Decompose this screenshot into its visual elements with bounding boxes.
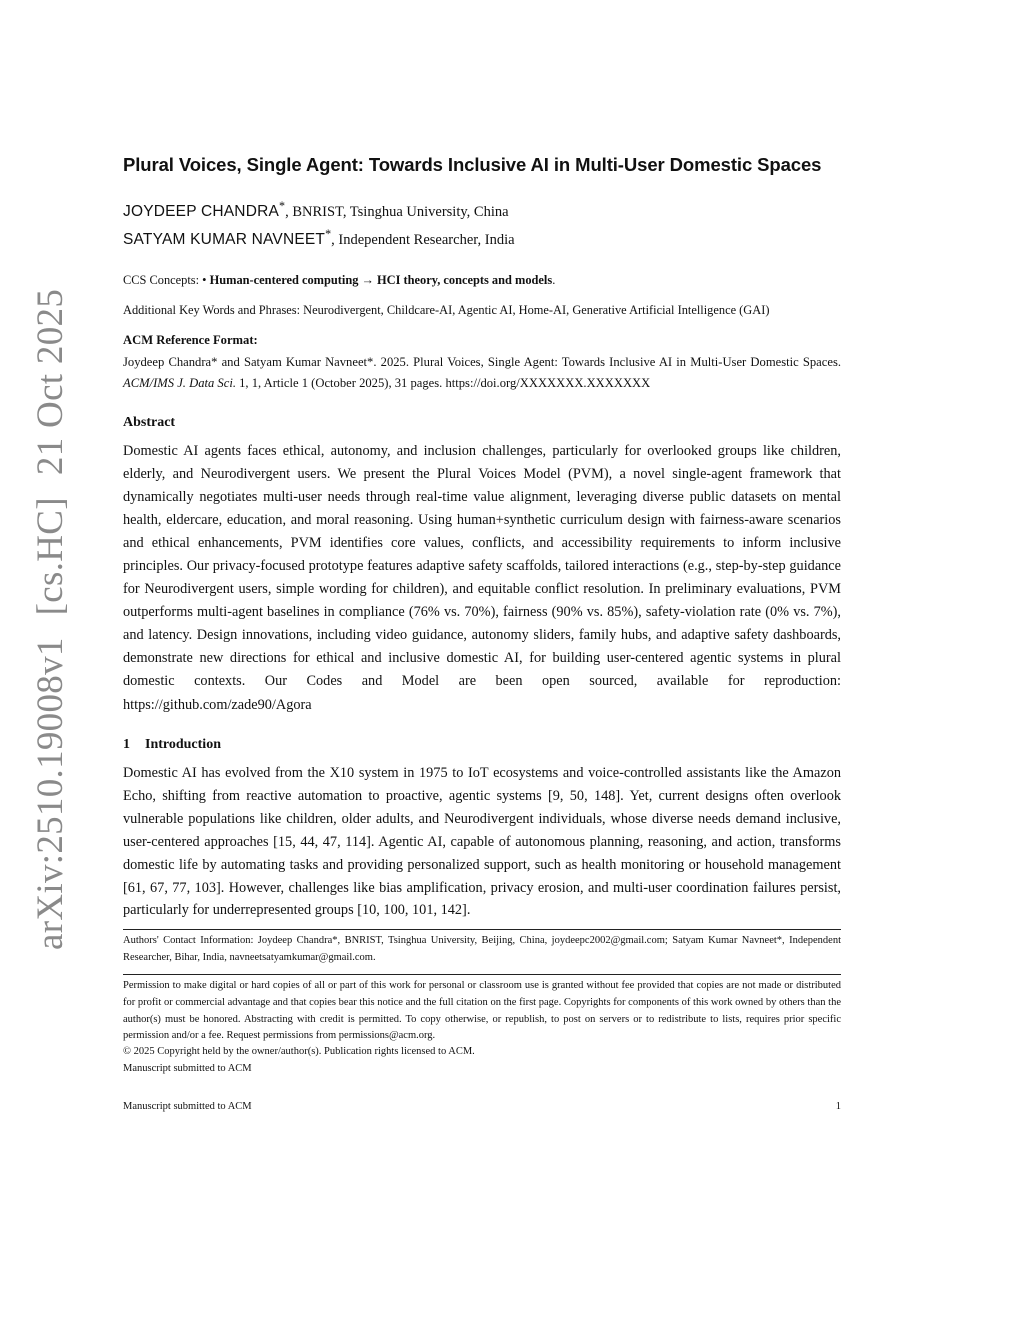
author-name: JOYDEEP CHANDRA: [123, 202, 280, 220]
author-affiliation: , Independent Researcher, India: [331, 231, 515, 248]
author-name: SATYAM KUMAR NAVNEET: [123, 230, 326, 248]
reference-text-after: 1, 1, Article 1 (October 2025), 31 pages. https://doi.org/XXXXXXX.XXXXXXX: [235, 376, 651, 390]
manuscript-note: Manuscript submitted to ACM: [123, 1063, 252, 1074]
ccs-concepts: [123, 273, 555, 288]
abstract-text: Domestic AI agents faces ethical, autonomy, and inclusion challenges, particularly for overlooked groups like children, elderly, and Neurodivergent users. We present the Plural Voices Model (PVM), a novel single-agent framework that dynamically negotiates multi-user needs through real-time value alignment, leveraging diverse public datasets on mental health, eldercare, education, and moral reasoning. Using human+synthetic curriculum design with fairness-aware scenarios and ethical enhancements, PVM identifies core values, conflicts, and accessibility requirements to inform inclusive principles. Our privacy-focused prototype features adaptive safety scaffolds, tailored interactions (e.g., step-by-step guidance for Neurodivergent users, simple wording for children), and equitable conflict resolution. In preliminary evaluations, PVM outperforms multi-agent baselines in compliance (76% vs. 70%), fairness (90% vs. 85%), safety-violation rate (0% vs. 7%), and latency. Design innovations, including video guidance, autonomy sliders, family hubs, and adaptive safety dashboards, demonstrate new directions for ethical and inclusive domestic AI, for building user-centered agentic systems in plural domestic contexts. Our Codes and Model are been open sourced, available for reproduction: https://github.com/zade90/Agora: [123, 443, 841, 713]
section-number: 1: [123, 737, 130, 752]
arxiv-category: [cs.HC]: [30, 497, 71, 616]
abstract-heading: Abstract: [123, 415, 176, 430]
reference-format: [123, 352, 841, 394]
footnote-divider: [123, 929, 841, 930]
ccs-end: .: [552, 273, 556, 287]
copyright-notice: © 2025 Copyright held by the owner/author(s). Publication rights licensed to ACM.: [123, 1046, 475, 1057]
contact-info: Authors' Contact Information: Joydeep Chandra*, BNRIST, Tsinghua University, Beijing, China, joydeepc2002@gmail.com; Satyam Kumar Navneet*, Independent Researcher, Bihar, India, navneetsatyamkumar@gmail.com.: [123, 935, 841, 963]
ccs-topic: Human-centered computing → HCI theory, concepts and models: [209, 273, 553, 287]
permission-divider: [123, 974, 841, 975]
reference-heading: ACM Reference Format:: [123, 333, 258, 347]
introduction-text: Domestic AI has evolved from the X10 system in 1975 to IoT ecosystems and voice-controlled assistants like the Amazon Echo, shifting from reactive automation to proactive, agentic systems [9, 50, 148]. Yet, current designs often overlook vulnerable populations like children, older adults, and Neurodivergent individuals, whose diverse needs demand inclusive, user-centered approaches [15, 44, 47, 114]. Agentic AI, capable of autonomous planning, reasoning, and action, transforms domestic life by automating tasks and providing personalized support, such as health monitoring or household management [61, 67, 77, 103]. However, challenges like bias amplification, privacy erosion, and multi-user coordination failures persist, particularly for underrepresented groups [10, 100, 101, 142].: [123, 765, 841, 919]
author-2: [123, 227, 515, 249]
author-marker: *: [325, 227, 332, 241]
keywords: Additional Key Words and Phrases: Neurodivergent, Childcare-AI, Agentic AI, Home-AI, Generative Artificial Intelligence (GAI): [123, 303, 770, 317]
permission-notice: Permission to make digital or hard copies of all or part of this work for personal or classroom use is granted without fee provided that copies are not made or distributed for profit or commercial advantage and that copies bear this notice and the full citation on the first page. Copyrights for components of this work owned by others than the author(s) must be honored. Abstracting with credit is permitted. To copy otherwise, or republish, to post on servers or to redistribute to lists, requires prior specific permission and/or a fee. Request permissions from permissions@acm.org.: [123, 980, 841, 1042]
reference-journal: ACM/IMS J. Data Sci.: [123, 376, 236, 390]
introduction-heading: [123, 737, 221, 753]
arxiv-id: arXiv:2510.19008v1: [30, 637, 71, 950]
arxiv-stamp: [32, 289, 69, 950]
author-marker: *: [279, 199, 286, 213]
footer-left: Manuscript submitted to ACM: [123, 1101, 252, 1112]
arxiv-date: 21 Oct 2025: [30, 288, 71, 476]
author-affiliation: , BNRIST, Tsinghua University, China: [285, 203, 509, 220]
author-1: [123, 199, 509, 221]
reference-text: Joydeep Chandra* and Satyam Kumar Navneet*. 2025. Plural Voices, Single Agent: Towards Inclusive AI in Multi-User Domestic Spaces.: [123, 355, 841, 369]
page-number: 1: [835, 1101, 841, 1112]
section-title: Introduction: [145, 737, 221, 752]
ccs-label: CCS Concepts: •: [123, 273, 210, 287]
paper-title: Plural Voices, Single Agent: Towards Inclusive AI in Multi-User Domestic Spaces: [123, 154, 822, 175]
